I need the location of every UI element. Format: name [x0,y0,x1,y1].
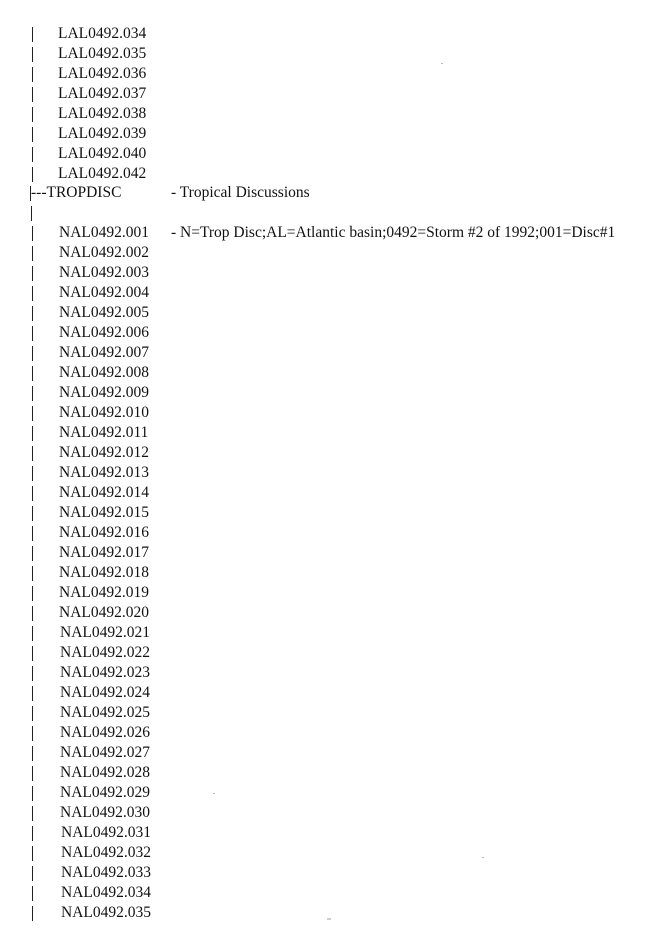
file-name: LAL0492.042 [58,165,147,182]
tree-vertical-line [32,67,33,82]
tree-vertical-line [32,686,33,701]
tree-vertical-line [32,87,33,102]
file-name: NAL0492.010 [59,404,149,421]
file-name: NAL0492.025 [60,704,150,721]
tree-vertical-line [32,406,33,421]
file-name: NAL0492.017 [59,544,149,561]
file-name: NAL0492.022 [60,644,150,661]
file-name: NAL0492.034 [61,884,151,901]
tree-vertical-line [32,47,33,62]
tree-vertical-line [32,606,33,621]
scan-speck [213,793,215,794]
tropdisc-label: ---TROPDISC [31,184,122,201]
tropdisc-description: - Tropical Discussions [171,184,310,201]
scan-speck [441,63,443,64]
tree-vertical-line [32,886,33,901]
file-name: NAL0492.006 [59,324,149,341]
tree-vertical-line [32,506,33,521]
tree-vertical-line [32,786,33,801]
tree-vertical-line [32,826,33,841]
tree-vertical-line [32,626,33,641]
tree-vertical-line [32,726,33,741]
file-name: NAL0492.029 [60,784,150,801]
scan-speck [327,918,331,920]
file-name: NAL0492.016 [59,524,149,541]
tree-vertical-line [32,666,33,681]
tree-vertical-line [32,806,33,821]
file-name: NAL0492.018 [59,564,149,581]
file-name: NAL0492.015 [59,504,149,521]
tree-vertical-line [32,127,33,142]
file-name: NAL0492.007 [59,344,149,361]
tree-vertical-line [32,326,33,341]
file-name: NAL0492.009 [59,384,149,401]
file-name: NAL0492.032 [61,844,151,861]
tree-vertical-line [32,706,33,721]
file-name: LAL0492.038 [58,105,147,122]
file-name: LAL0492.036 [58,65,147,82]
tree-vertical-line [32,906,33,921]
tree-vertical-line [32,566,33,581]
file-name: NAL0492.012 [59,444,149,461]
file-name: NAL0492.030 [60,804,150,821]
file-naming-note: - N=Trop Disc;AL=Atlantic basin;0492=Storm #2 of 1992;001=Disc#1 [171,224,616,241]
file-name: LAL0492.039 [58,125,147,142]
file-name: NAL0492.020 [59,604,149,621]
tree-vertical-line [32,246,33,261]
tree-vertical-line [32,306,33,321]
file-name: LAL0492.037 [58,85,147,102]
tree-vertical-line [32,526,33,541]
tree-vertical-line [32,866,33,881]
tree-vertical-line [32,346,33,361]
file-name: NAL0492.019 [59,584,149,601]
tree-vertical-line [32,446,33,461]
file-name: NAL0492.028 [60,764,150,781]
file-name: LAL0492.034 [58,25,147,42]
tree-vertical-line [32,486,33,501]
tree-vertical-line [32,27,33,42]
scan-speck [482,857,484,858]
file-name: NAL0492.011 [59,424,149,441]
tree-vertical-line [31,206,32,221]
file-name: NAL0492.026 [60,724,150,741]
tree-vertical-line [32,766,33,781]
tree-vertical-line [32,646,33,661]
file-name: NAL0492.031 [61,824,151,841]
file-name: NAL0492.013 [59,464,149,481]
file-name: NAL0492.001 [59,224,149,241]
tree-vertical-line [32,586,33,601]
tree-vertical-line [32,107,33,122]
file-name: NAL0492.024 [60,684,150,701]
file-name: NAL0492.033 [61,864,151,881]
file-name: NAL0492.008 [59,364,149,381]
tree-vertical-line [32,226,33,241]
tree-vertical-line [32,286,33,301]
file-name: NAL0492.014 [59,484,149,501]
file-name: NAL0492.035 [61,904,151,921]
file-name: NAL0492.005 [59,304,149,321]
file-name: NAL0492.021 [60,624,150,641]
tree-vertical-line [32,386,33,401]
tree-vertical-line [32,266,33,281]
file-name: NAL0492.002 [59,244,149,261]
tree-vertical-line [32,426,33,441]
file-name: NAL0492.023 [60,664,150,681]
tree-vertical-line [32,846,33,861]
file-name: NAL0492.027 [60,744,150,761]
tree-vertical-line [32,466,33,481]
tree-vertical-line [32,746,33,761]
tree-vertical-line [32,366,33,381]
tree-vertical-line [32,546,33,561]
tree-vertical-line [32,147,33,162]
file-name: LAL0492.035 [58,45,147,62]
file-name: NAL0492.004 [59,284,149,301]
tree-vertical-line [32,167,33,182]
file-name: NAL0492.003 [59,264,149,281]
file-name: LAL0492.040 [58,145,147,162]
